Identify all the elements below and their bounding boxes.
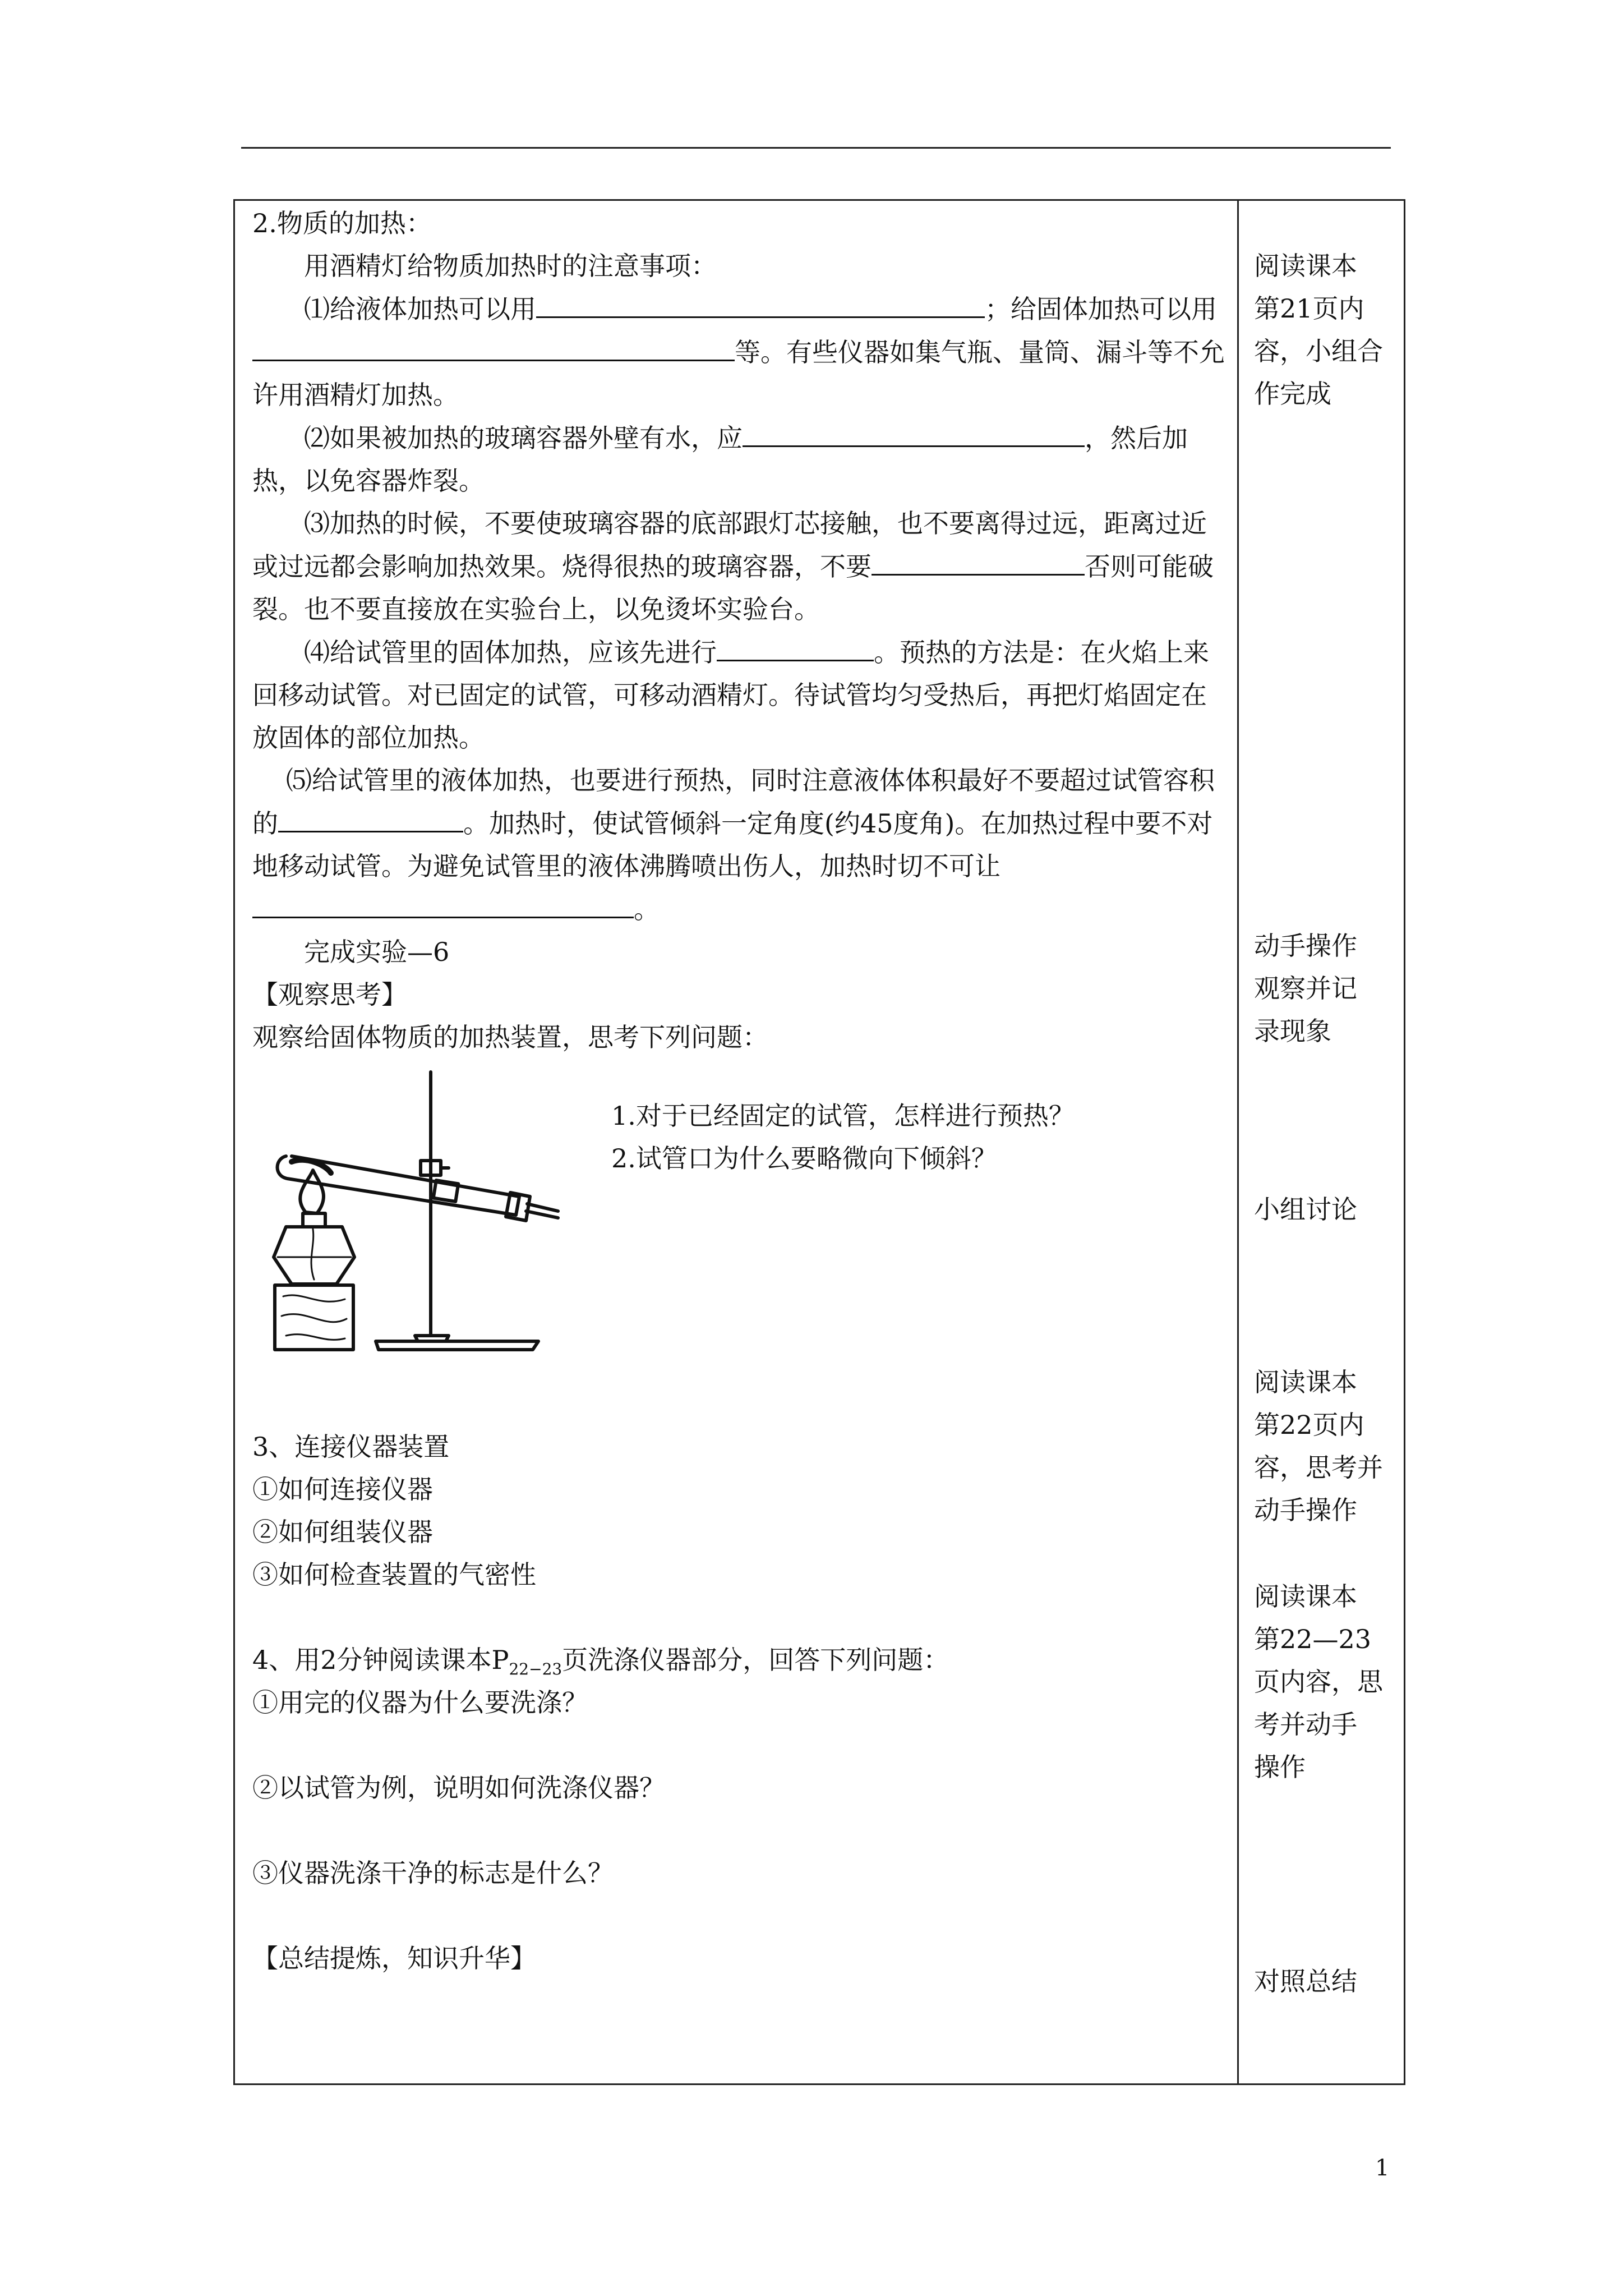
header-rule — [241, 147, 1391, 149]
item-5: ⑸给试管里的液体加热，也要进行预热，同时注意液体体积最好不要超过试管容积的 。加热时，使试管倾斜一定角度(约45度角)。在加热过程中要不对地移动试管。为避免试管里的液体沸腾喷出伤人，加热时切不可让。 — [252, 765, 1215, 924]
item-3: ⑶加热的时候，不要使玻璃容器的底部跟灯芯接触，也不要离得过远，距离过近或过远都会影响加热效果。烧得很热的玻璃容器，不要 否则可能破裂。也不要直接放在实验台上，以免烫坏实验台。 — [252, 508, 1214, 624]
item-4: ⑷给试管里的固体加热，应该先进行 。预热的方法是：在火焰上来回移动试管。对已固定的试管，可移动酒精灯。待试管均匀受热后，再把灯焰固定在放固体的部位加热。 — [252, 631, 1228, 759]
blank-7[interactable] — [252, 887, 634, 918]
side-note-2: 动手操作 观察并记 录现象 — [1254, 931, 1357, 1046]
figure-questions — [611, 1094, 1116, 1180]
side-note-4: 阅读课本 第22页内 容，思考并 动手操作 — [1254, 1367, 1383, 1525]
section-3-title: 3、连接仪器装置 — [252, 1432, 450, 1462]
side-note-1: 阅读课本 第21页内 容，小组合 作完成 — [1254, 251, 1383, 409]
page-number: 1 — [1375, 2155, 1390, 2181]
section-2-intro: 用酒精灯给物质加热时的注意事项： — [304, 251, 717, 281]
side-note-6: 对照总结 — [1254, 1966, 1357, 1996]
section-4-question-2: ②以试管为例，说明如何洗涤仪器？ — [252, 1773, 665, 1803]
column-divider — [1237, 199, 1239, 2085]
section-2-title: 2.物质的加热： — [252, 208, 432, 238]
blank-6[interactable] — [278, 802, 463, 832]
heating-apparatus-figure — [252, 1066, 566, 1381]
blank-5[interactable] — [717, 631, 874, 661]
section-4-question-1: ①用完的仪器为什么要洗涤？ — [252, 1687, 588, 1718]
section-4-question-3: ③仪器洗涤干净的标志是什么？ — [252, 1858, 614, 1888]
blank-4[interactable] — [872, 545, 1085, 576]
section-3-step-1: ①如何连接仪器 — [252, 1474, 433, 1504]
figure-row — [252, 1066, 1228, 1425]
observe-text: 观察给固体物质的加热装置，思考下列问题： — [252, 1022, 768, 1052]
figure-question-2: 2.试管口为什么要略微向下倾斜？ — [611, 1143, 997, 1174]
blank-2[interactable] — [252, 330, 735, 361]
main-column — [252, 202, 1228, 1980]
section-4-title: 4、用2分钟阅读课本$P_{22-23}$页洗涤仪器部分，回答下列问题： — [252, 1645, 949, 1679]
figure-question-1: 1.对于已经固定的试管，怎样进行预热？ — [611, 1101, 1075, 1131]
blank-3[interactable] — [743, 416, 1085, 447]
section-3-step-2: ②如何组装仪器 — [252, 1517, 433, 1547]
item-1: ⑴给液体加热可以用 ；给固体加热可以用等。有些仪器如集气瓶、量筒、漏斗等不允许用酒精灯加热。 — [252, 287, 1228, 416]
blank-1[interactable] — [536, 287, 985, 318]
experiment-done: 完成实验—6 — [304, 937, 450, 967]
side-note-3: 小组讨论 — [1254, 1194, 1357, 1225]
section-3-step-3: ③如何检查装置的气密性 — [252, 1559, 536, 1590]
summary-heading: 【总结提炼，知识升华】 — [252, 1943, 536, 1973]
observe-heading: 【观察思考】 — [252, 979, 407, 1010]
item-2: ⑵如果被加热的玻璃容器外壁有水，应 ，然后加热，以免容器炸裂。 — [252, 416, 1228, 502]
side-note-5: 阅读课本 第22—23 页内容，思 考并动手 操作 — [1254, 1581, 1383, 1782]
